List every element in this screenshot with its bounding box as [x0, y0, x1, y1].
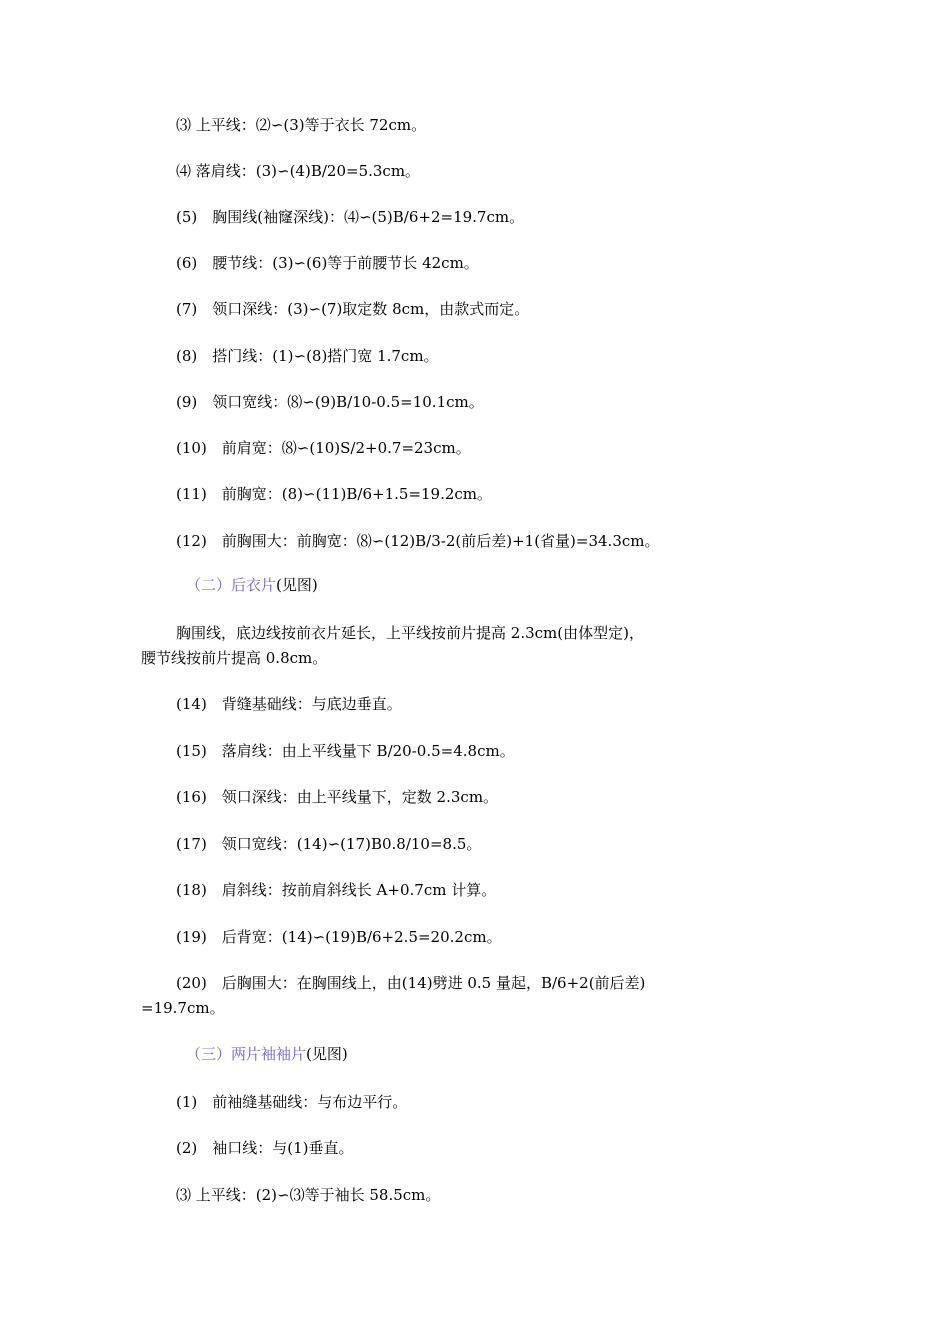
section-note: (见图): [276, 576, 318, 594]
text-line: (19) 后背宽：(14)∽(19)B/6+2.5=20.2cm。: [176, 928, 502, 946]
paragraph-line: 腰节线按前片提高 0.8cm。: [141, 649, 328, 667]
text-line: (6) 腰节线：(3)∽(6)等于前腰节长 42cm。: [176, 254, 479, 272]
text-line: (11) 前胸宽：(8)∽(11)B/6+1.5=19.2cm。: [176, 485, 493, 503]
text-line: (12) 前胸围大：前胸宽：⑻∽(12)B/3-2(前后差)+1(省量)=34.3cm。: [176, 532, 660, 550]
text-line: (15) 落肩线：由上平线量下 B/20-0.5=4.8cm。: [176, 742, 515, 760]
text-line: (7) 领口深线：(3)∽(7)取定数 8cm，由款式而定。: [176, 300, 530, 318]
text-line: (17) 领口宽线：(14)∽(17)B0.8/10=8.5。: [176, 835, 482, 853]
section-heading: [186, 1043, 348, 1065]
text-line: (14) 背缝基础线：与底边垂直。: [176, 695, 402, 713]
paragraph-line: 胸围线，底边线按前衣片延长，上平线按前片提高 2.3cm(由体型定)，: [176, 624, 644, 642]
text-line: ⑶ 上平线：⑵∽(3)等于衣长 72cm。: [176, 116, 427, 134]
section-heading: [186, 574, 318, 596]
text-line: (1) 前袖缝基础线：与布边平行。: [176, 1093, 408, 1111]
section-note: (见图): [306, 1045, 348, 1063]
text-line: =19.7cm。: [141, 999, 225, 1017]
text-line: ⑶ 上平线：(2)∽⑶等于袖长 58.5cm。: [176, 1186, 441, 1204]
text-line: (16) 领口深线：由上平线量下，定数 2.3cm。: [176, 788, 499, 806]
text-line: (5) 胸围线(袖窿深线)：⑷∽(5)B/6+2=19.7cm。: [176, 208, 525, 226]
text-line: (20) 后胸围大：在胸围线上，由(14)劈进 0.5 量起，B/6+2(前后差): [176, 974, 646, 992]
text-line: (2) 袖口线：与(1)垂直。: [176, 1139, 354, 1157]
text-line: (10) 前肩宽：⑻∽(10)S/2+0.7=23cm。: [176, 439, 471, 457]
text-line: (18) 肩斜线：按前肩斜线长 A+0.7cm 计算。: [176, 881, 497, 899]
text-line: (8) 搭门线：(1)∽(8)搭门宽 1.7cm。: [176, 347, 439, 365]
text-line: (9) 领口宽线：⑻∽(9)B/10-0.5=10.1cm。: [176, 393, 484, 411]
text-line: ⑷ 落肩线：(3)∽(4)B/20=5.3cm。: [176, 162, 421, 180]
section-title: （二）后衣片: [186, 576, 277, 594]
section-title: （三）两片袖袖片: [186, 1045, 307, 1063]
